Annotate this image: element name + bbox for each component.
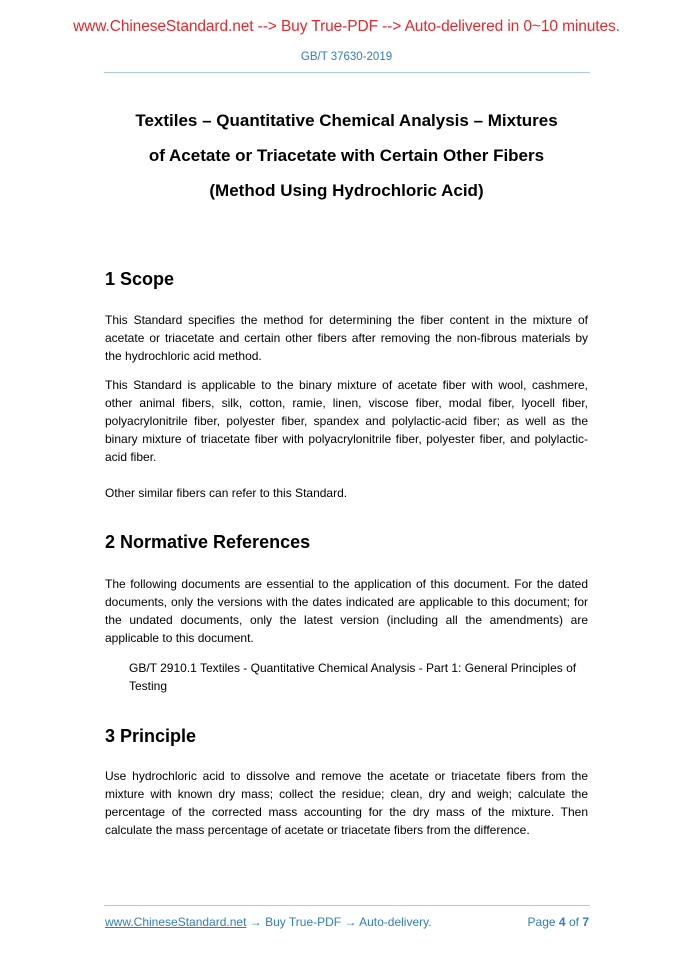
title-line-1: Textiles – Quantitative Chemical Analysis – Mixtures [135, 111, 558, 130]
header-divider [104, 72, 590, 73]
footer-tagline: → Buy True-PDF → Auto-delivery. [246, 915, 432, 929]
title-line-2: of Acetate or Triacetate with Certain Other Fibers [148, 146, 545, 165]
site-link[interactable]: www.ChineseStandard.net [105, 915, 247, 929]
scope-paragraph-3 [105, 485, 588, 503]
page-label: Page [527, 915, 556, 929]
reference-item: GB/T 2910.1 Textiles - Quantitative Chemical Analysis - Part 1: General Principles of Testing [129, 661, 577, 693]
section-heading-principle: 3 Principle [105, 726, 197, 746]
footer-divider [104, 905, 590, 906]
paragraph: Use hydrochloric acid to dissolve and remove the acetate or triacetate fibers from the mixture with known dry mass; collect the residue; clean, dry and weigh; calculate the percentage of the corrected mass accounting for the dry mass of the mixture. Then calculate the mass percentage of acetate or triacetate fibers from the difference. [105, 769, 588, 837]
page-current: 4 [558, 915, 566, 929]
footer-promo [105, 915, 432, 929]
standard-code: GB/T 37630-2019 [300, 51, 393, 63]
promo-banner: www.ChineseStandard.net --> Buy True-PDF --> Auto-delivered in 0~10 minutes. [73, 18, 620, 35]
paragraph: Other similar fibers can refer to this Standard. [105, 486, 348, 500]
scope-paragraph-2 [105, 377, 588, 467]
paragraph: This Standard specifies the method for determining the fiber content in the mixture of acetate or triacetate and certain other fibers after removing the non-fibrous materials by the hydrochloric acid method. [105, 313, 588, 363]
paragraph: This Standard is applicable to the binary mixture of acetate fiber with wool, cashmere, other animal fibers, silk, cotton, ramie, linen, viscose fiber, modal fiber, lyocell fiber, polyacrylonitrile fiber, polyester fiber, spandex and polylactic-acid fiber; as well as the binary mixture of triacetate fiber with polyacrylonitrile fiber, polyester fiber, and polylactic-acid fiber. [105, 378, 588, 464]
paragraph: The following documents are essential to the application of this document. For the dated documents, only the versions with the dates indicated are applicable to this document; for the undated documents, only the latest version (including all the amendments) are applicable to this document. [105, 577, 588, 645]
section-heading-normative-references: 2 Normative References [105, 532, 311, 552]
scope-paragraph-1 [105, 312, 588, 366]
document-title [0, 103, 693, 208]
references-paragraph [105, 576, 588, 648]
page-total: 7 [582, 915, 589, 929]
page-indicator [528, 915, 589, 929]
page-of: of [568, 915, 579, 929]
page-footer [105, 915, 589, 929]
principle-paragraph [105, 768, 588, 840]
section-heading-scope: 1 Scope [105, 269, 175, 289]
title-line-3: (Method Using Hydrochloric Acid) [209, 181, 484, 200]
